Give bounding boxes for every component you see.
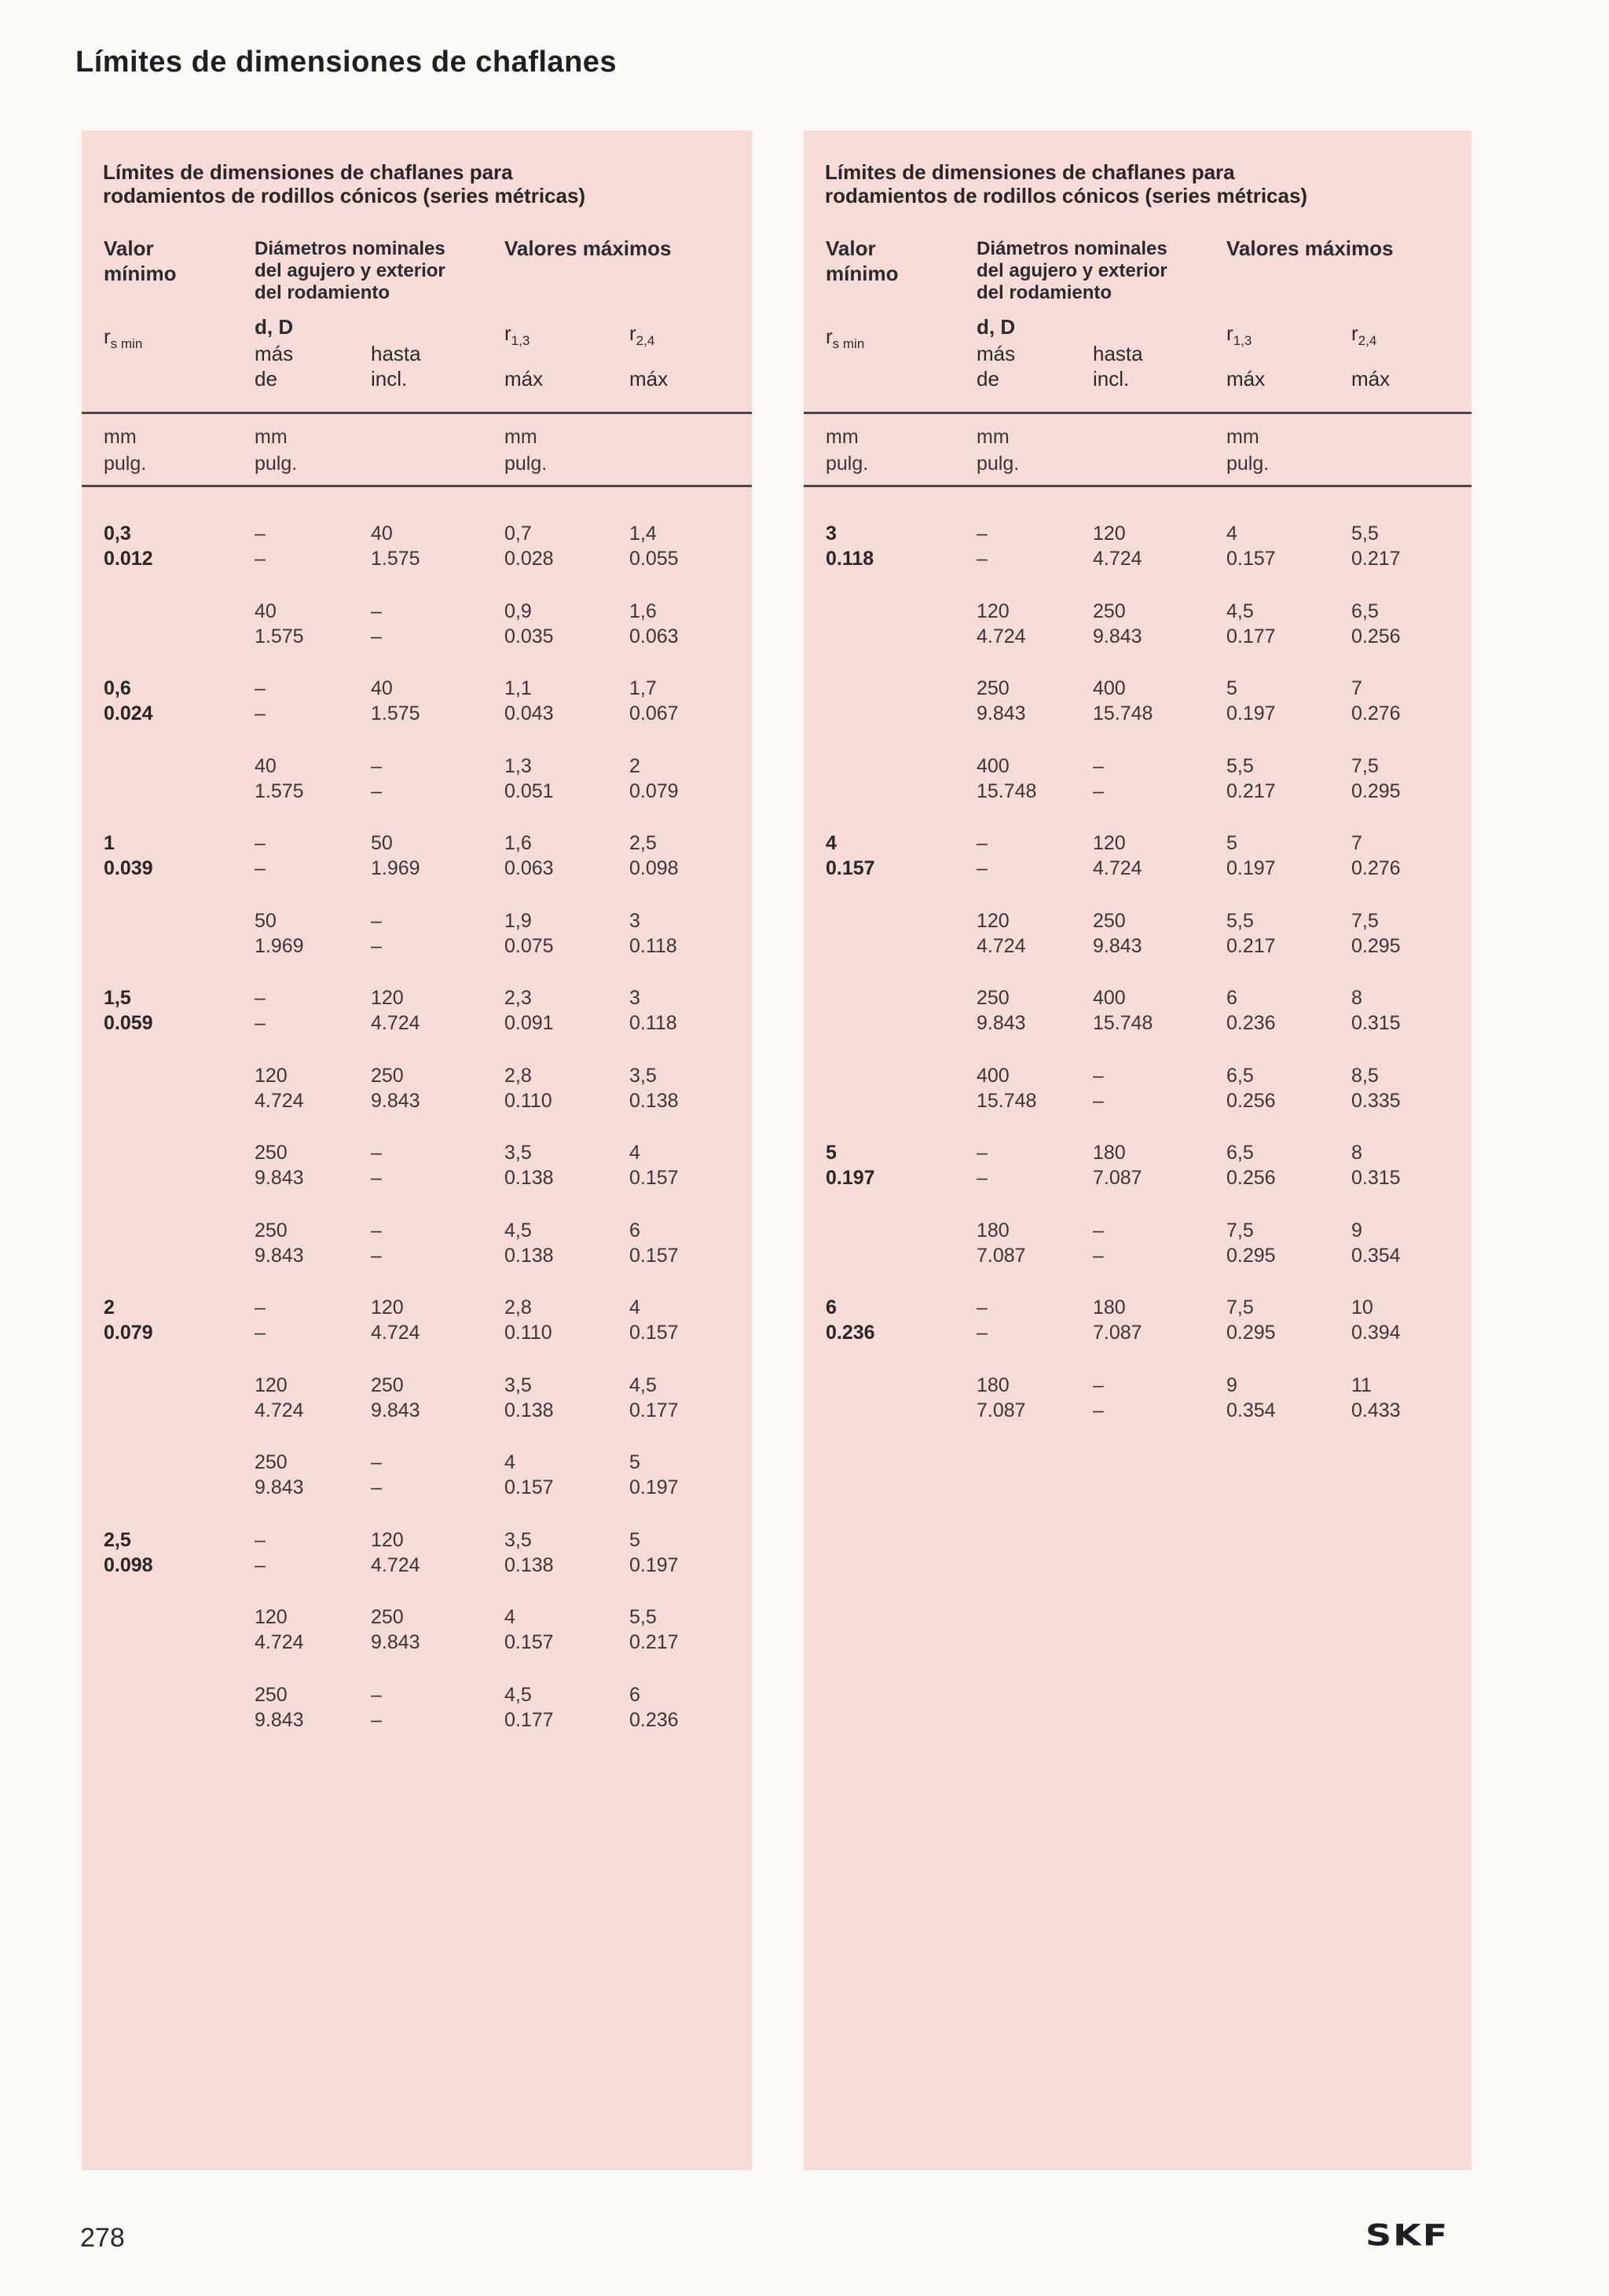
mas-de-cell: 40 1.575 xyxy=(255,600,304,647)
hasta-incl-cell: – – xyxy=(371,755,382,802)
mas-de-cell: – – xyxy=(255,832,266,879)
mas-de-cell: 40 1.575 xyxy=(255,755,304,802)
valor-minimo-cell: 3 0.118 xyxy=(826,523,874,570)
hasta-incl-cell: 120 4.724 xyxy=(371,1297,420,1344)
mas-de-cell: – – xyxy=(255,1297,266,1344)
valor-minimo-cell: 6 0.236 xyxy=(826,1297,875,1344)
hasta-incl-cell: 120 4.724 xyxy=(1093,523,1142,570)
r13-max-cell: 3,5 0.138 xyxy=(504,1142,554,1189)
mas-de-cell: 250 9.843 xyxy=(255,1684,304,1731)
r24-max-cell: 2 0.079 xyxy=(629,755,679,802)
r13-max-cell: 9 0.354 xyxy=(1226,1374,1276,1421)
r24-max-cell: 1,6 0.063 xyxy=(629,600,679,647)
r13-max-cell: 2,3 0.091 xyxy=(504,987,554,1034)
header-r13: $r_{1,3}$ xyxy=(1226,321,1252,348)
hasta-incl-cell: – – xyxy=(1093,755,1104,802)
r24-max-cell: 5 0.197 xyxy=(629,1451,679,1498)
mas-de-cell: 250 9.843 xyxy=(977,987,1026,1034)
header-dD: d, D xyxy=(977,315,1016,339)
hasta-incl-cell: 120 4.724 xyxy=(371,1529,420,1576)
r24-max-cell: 4 0.157 xyxy=(629,1297,679,1344)
unit-valor-minimo: mm pulg. xyxy=(104,426,147,475)
mas-de-cell: 180 7.087 xyxy=(977,1374,1026,1421)
r24-max-cell: 10 0.394 xyxy=(1351,1297,1401,1344)
r13-max-cell: 4,5 0.177 xyxy=(504,1684,554,1731)
hasta-incl-cell: – – xyxy=(1093,1065,1104,1112)
mas-de-cell: 250 9.843 xyxy=(977,677,1026,724)
header-valor-minimo: Valor mínimo xyxy=(826,237,899,285)
hasta-incl-cell: – – xyxy=(371,1220,382,1267)
r13-max-cell: 1,1 0.043 xyxy=(504,677,554,724)
hasta-incl-cell: 250 9.843 xyxy=(1093,600,1142,647)
hasta-incl-cell: – – xyxy=(1093,1220,1104,1267)
mas-de-cell: 180 7.087 xyxy=(977,1220,1026,1267)
hasta-incl-cell: – – xyxy=(371,1451,382,1498)
mas-de-cell: 120 4.724 xyxy=(255,1374,304,1421)
header-valor-minimo: Valor mínimo xyxy=(104,237,177,285)
header-hasta-incl: hasta incl. xyxy=(371,342,421,391)
r24-max-cell: 6,5 0.256 xyxy=(1351,600,1401,647)
mas-de-cell: – – xyxy=(977,1297,988,1344)
mas-de-cell: 250 9.843 xyxy=(255,1220,304,1267)
valor-minimo-cell: 0,3 0.012 xyxy=(104,523,153,570)
hasta-incl-cell: 400 15.748 xyxy=(1093,677,1153,724)
valor-minimo-cell: 2,5 0.098 xyxy=(104,1529,153,1576)
hasta-incl-cell: – – xyxy=(1093,1374,1104,1421)
mas-de-cell: – – xyxy=(255,987,266,1034)
mas-de-cell: – – xyxy=(977,1142,988,1189)
valor-minimo-cell: 0,6 0.024 xyxy=(104,677,153,724)
header-r24: $r_{2,4}$ xyxy=(1351,321,1377,348)
valor-minimo-cell: 1 0.039 xyxy=(104,832,153,879)
header-max-r13: máx xyxy=(504,367,544,391)
r24-max-cell: 3 0.118 xyxy=(629,910,677,957)
header-dD: d, D xyxy=(255,315,294,339)
r24-max-cell: 8,5 0.335 xyxy=(1351,1065,1401,1112)
units-rule xyxy=(804,485,1472,487)
valor-minimo-cell: 2 0.079 xyxy=(104,1297,153,1344)
header-hasta-incl: hasta incl. xyxy=(1093,342,1143,391)
hasta-incl-cell: 250 9.843 xyxy=(1093,910,1142,957)
r24-max-cell: 3,5 0.138 xyxy=(629,1065,679,1112)
r24-max-cell: 11 0.433 xyxy=(1351,1374,1401,1421)
mas-de-cell: 50 1.969 xyxy=(255,910,304,957)
table-title: Límites de dimensiones de chaflanes para rodamientos de rodillos cónicos (series métricas) xyxy=(825,160,1308,207)
mas-de-cell: – – xyxy=(255,1529,266,1576)
r24-max-cell: 4,5 0.177 xyxy=(629,1374,679,1421)
header-r13: $r_{1,3}$ xyxy=(504,321,530,348)
r24-max-cell: 5,5 0.217 xyxy=(629,1606,679,1653)
r13-max-cell: 4 0.157 xyxy=(1226,523,1276,570)
r13-max-cell: 1,3 0.051 xyxy=(504,755,554,802)
r24-max-cell: 7 0.276 xyxy=(1351,677,1401,724)
r13-max-cell: 5,5 0.217 xyxy=(1226,910,1276,957)
hasta-incl-cell: 120 4.724 xyxy=(1093,832,1142,879)
hasta-incl-cell: – – xyxy=(371,910,382,957)
header-mas-de: más de xyxy=(255,342,294,391)
mas-de-cell: 120 4.724 xyxy=(255,1606,304,1653)
r13-max-cell: 0,7 0.028 xyxy=(504,523,554,570)
r24-max-cell: 6 0.157 xyxy=(629,1220,679,1267)
table-panel-left xyxy=(82,130,752,2170)
unit-diametros: mm pulg. xyxy=(255,426,298,475)
r13-max-cell: 3,5 0.138 xyxy=(504,1374,554,1421)
mas-de-cell: 250 9.843 xyxy=(255,1142,304,1189)
hasta-incl-cell: 400 15.748 xyxy=(1093,987,1153,1034)
r13-max-cell: 0,9 0.035 xyxy=(504,600,554,647)
r13-max-cell: 4,5 0.138 xyxy=(504,1220,554,1267)
r13-max-cell: 5,5 0.217 xyxy=(1226,755,1276,802)
r24-max-cell: 9 0.354 xyxy=(1351,1220,1401,1267)
table-panel-right xyxy=(804,130,1472,2170)
r24-max-cell: 8 0.315 xyxy=(1351,1142,1401,1189)
r24-max-cell: 5 0.197 xyxy=(629,1529,679,1576)
header-rule xyxy=(804,412,1472,414)
header-max-r24: máx xyxy=(1351,367,1391,391)
skf-logo: SKF xyxy=(1365,2217,1450,2253)
header-r24: $r_{2,4}$ xyxy=(629,321,655,348)
hasta-incl-cell: 50 1.969 xyxy=(371,832,420,879)
header-diametros: Diámetros nominales del agujero y exterior del rodamiento xyxy=(255,238,445,303)
hasta-incl-cell: 250 9.843 xyxy=(371,1374,420,1421)
mas-de-cell: 120 4.724 xyxy=(255,1065,304,1112)
hasta-incl-cell: 40 1.575 xyxy=(371,677,420,724)
mas-de-cell: 400 15.748 xyxy=(977,755,1037,802)
units-rule xyxy=(82,485,752,487)
page-number: 278 xyxy=(80,2223,125,2253)
r13-max-cell: 6 0.236 xyxy=(1226,987,1276,1034)
header-max-r13: máx xyxy=(1226,367,1266,391)
r24-max-cell: 3 0.118 xyxy=(629,987,677,1034)
mas-de-cell: – – xyxy=(255,523,266,570)
valor-minimo-cell: 5 0.197 xyxy=(826,1142,875,1189)
mas-de-cell: – – xyxy=(977,832,988,879)
valor-minimo-cell: 4 0.157 xyxy=(826,832,875,879)
mas-de-cell: 250 9.843 xyxy=(255,1451,304,1498)
header-rule xyxy=(82,412,752,414)
hasta-incl-cell: – – xyxy=(371,1684,382,1731)
hasta-incl-cell: 180 7.087 xyxy=(1093,1142,1142,1189)
hasta-incl-cell: 250 9.843 xyxy=(371,1606,420,1653)
header-rs-min: $r_{s min}$ xyxy=(826,325,865,351)
header-diametros: Diámetros nominales del agujero y exterior del rodamiento xyxy=(977,238,1167,303)
r13-max-cell: 4 0.157 xyxy=(504,1606,554,1653)
r13-max-cell: 2,8 0.110 xyxy=(504,1065,552,1112)
r24-max-cell: 7 0.276 xyxy=(1351,832,1401,879)
hasta-incl-cell: 180 7.087 xyxy=(1093,1297,1142,1344)
r13-max-cell: 4 0.157 xyxy=(504,1451,554,1498)
header-valores-maximos: Valores máximos xyxy=(504,237,672,260)
table-title: Límites de dimensiones de chaflanes para rodamientos de rodillos cónicos (series métricas) xyxy=(103,160,586,207)
hasta-incl-cell: – – xyxy=(371,1142,382,1189)
r24-max-cell: 1,7 0.067 xyxy=(629,677,679,724)
unit-valores: mm pulg. xyxy=(504,426,548,475)
mas-de-cell: 120 4.724 xyxy=(977,600,1026,647)
r13-max-cell: 7,5 0.295 xyxy=(1226,1220,1276,1267)
r24-max-cell: 5,5 0.217 xyxy=(1351,523,1401,570)
r13-max-cell: 1,6 0.063 xyxy=(504,832,554,879)
mas-de-cell: – – xyxy=(977,523,988,570)
hasta-incl-cell: – – xyxy=(371,600,382,647)
r13-max-cell: 5 0.197 xyxy=(1226,677,1276,724)
r13-max-cell: 4,5 0.177 xyxy=(1226,600,1276,647)
r24-max-cell: 1,4 0.055 xyxy=(629,523,679,570)
hasta-incl-cell: 250 9.843 xyxy=(371,1065,420,1112)
header-rs-min: $r_{s min}$ xyxy=(104,325,143,351)
header-max-r24: máx xyxy=(629,367,669,391)
r13-max-cell: 6,5 0.256 xyxy=(1226,1142,1276,1189)
mas-de-cell: 120 4.724 xyxy=(977,910,1026,957)
r13-max-cell: 1,9 0.075 xyxy=(504,910,554,957)
hasta-incl-cell: 40 1.575 xyxy=(371,523,420,570)
r24-max-cell: 7,5 0.295 xyxy=(1351,755,1401,802)
r13-max-cell: 7,5 0.295 xyxy=(1226,1297,1276,1344)
r13-max-cell: 2,8 0.110 xyxy=(504,1297,552,1344)
r24-max-cell: 4 0.157 xyxy=(629,1142,679,1189)
hasta-incl-cell: 120 4.724 xyxy=(371,987,420,1034)
mas-de-cell: 400 15.748 xyxy=(977,1065,1037,1112)
r13-max-cell: 3,5 0.138 xyxy=(504,1529,554,1576)
unit-valor-minimo: mm pulg. xyxy=(826,426,869,475)
r24-max-cell: 7,5 0.295 xyxy=(1351,910,1401,957)
unit-diametros: mm pulg. xyxy=(977,426,1020,475)
valor-minimo-cell: 1,5 0.059 xyxy=(104,987,153,1034)
unit-valores: mm pulg. xyxy=(1226,426,1270,475)
page-title: Límites de dimensiones de chaflanes xyxy=(75,46,618,79)
r24-max-cell: 6 0.236 xyxy=(629,1684,679,1731)
r24-max-cell: 2,5 0.098 xyxy=(629,832,679,879)
mas-de-cell: – – xyxy=(255,677,266,724)
r24-max-cell: 8 0.315 xyxy=(1351,987,1401,1034)
r13-max-cell: 5 0.197 xyxy=(1226,832,1276,879)
header-valores-maximos: Valores máximos xyxy=(1226,237,1394,260)
header-mas-de: más de xyxy=(977,342,1016,391)
r13-max-cell: 6,5 0.256 xyxy=(1226,1065,1276,1112)
